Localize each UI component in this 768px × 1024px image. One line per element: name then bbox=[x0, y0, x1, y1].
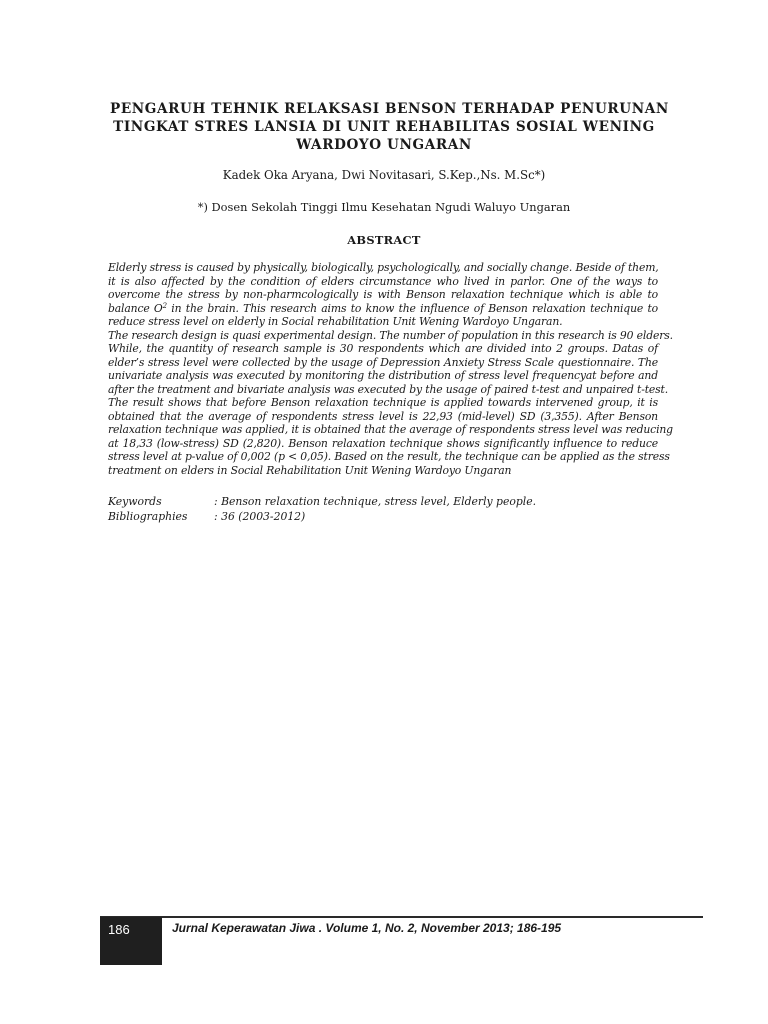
abstract-line: relaxation technique was applied, it is obtained that the average of respondents stress level was reducing bbox=[108, 423, 673, 436]
bibliographies-row bbox=[108, 510, 305, 524]
abstract-line: obtained that the average of respondents stress level is 22,93 (mid-level) SD (3,355). After Benson bbox=[108, 409, 658, 423]
abstract-line: univariate analysis was executed by monitoring the distribution of stress level frequencyat before and bbox=[108, 369, 658, 382]
keywords-label: Keywords bbox=[108, 495, 162, 508]
title-line: WARDOYO UNGARAN bbox=[296, 137, 472, 153]
affiliation: *) Dosen Sekolah Tinggi Ilmu Kesehatan Ngudi Waluyo Ungaran bbox=[197, 200, 571, 214]
abstract-line-with-superscript bbox=[108, 302, 658, 316]
author-list: Kadek Oka Aryana, Dwi Novitasari, S.Kep.,Ns. M.Sc*) bbox=[222, 168, 546, 182]
keywords-row bbox=[108, 495, 536, 509]
abstract-line: While, the quantity of research sample is 30 respondents which are divided into 2 groups. Datas of bbox=[108, 342, 658, 355]
footer-rule bbox=[100, 916, 703, 918]
abstract-line: overcome the stress by non-pharmcologically is with Benson relaxation technique which is able to bbox=[108, 288, 658, 301]
abstract-line: The result shows that before Benson relaxation technique is applied towards intervened group, it is bbox=[108, 396, 658, 409]
superscript: 2 bbox=[162, 301, 167, 310]
page-number: 186 bbox=[108, 922, 130, 937]
bibliographies-label: Bibliographies bbox=[108, 510, 188, 523]
abstract-line: after the treatment and bivariate analysis was executed by the usage of paired t-test and unpaired t-test. bbox=[108, 382, 669, 396]
abstract-line: Elderly stress is caused by physically, biologically, psychologically, and socially change. Beside of them, bbox=[108, 261, 659, 274]
bibliographies-value: : 36 (2003-2012) bbox=[214, 510, 306, 523]
abstract-line-start: balance O bbox=[108, 301, 163, 315]
abstract-line: stress level at p-value of 0,002 (p < 0,05). Based on the result, the technique can be applied as the stress bbox=[108, 450, 670, 463]
abstract-line: treatment on elders in Social Rehabilitation Unit Wening Wardoyo Ungaran bbox=[108, 463, 512, 477]
abstract-body bbox=[108, 261, 673, 477]
title-line: PENGARUH TEHNIK RELAKSASI BENSON TERHADAP PENURUNAN bbox=[110, 101, 669, 117]
keywords-value: : Benson relaxation technique, stress level, Elderly people. bbox=[214, 495, 537, 508]
title-line: TINGKAT STRES LANSIA DI UNIT REHABILITAS SOSIAL WENING bbox=[113, 119, 655, 135]
abstract-line: elder’s stress level were collected by the usage of Depression Anxiety Stress Scale questionnaire. The bbox=[108, 355, 658, 369]
abstract-heading: ABSTRACT bbox=[347, 233, 421, 247]
abstract-line: The research design is quasi experimental design. The number of population in this research is 90 elders. bbox=[108, 328, 673, 342]
paper-title bbox=[110, 100, 669, 154]
abstract-line-rest: in the brain. This research aims to know the influence of Benson relaxation technique to bbox=[166, 301, 659, 315]
abstract-line: reduce stress level on elderly in Social rehabilitation Unit Wening Wardoyo Ungaran. bbox=[108, 315, 563, 328]
journal-citation: Jurnal Keperawatan Jiwa . Volume 1, No. 2, November 2013; 186-195 bbox=[172, 921, 562, 935]
abstract-line: at 18,33 (low-stress) SD (2,820). Benson relaxation technique shows significantly influence to reduce bbox=[108, 436, 658, 450]
abstract-line: it is also affected by the condition of elders circumstance who lived in parlor. One of the ways to bbox=[108, 274, 658, 288]
